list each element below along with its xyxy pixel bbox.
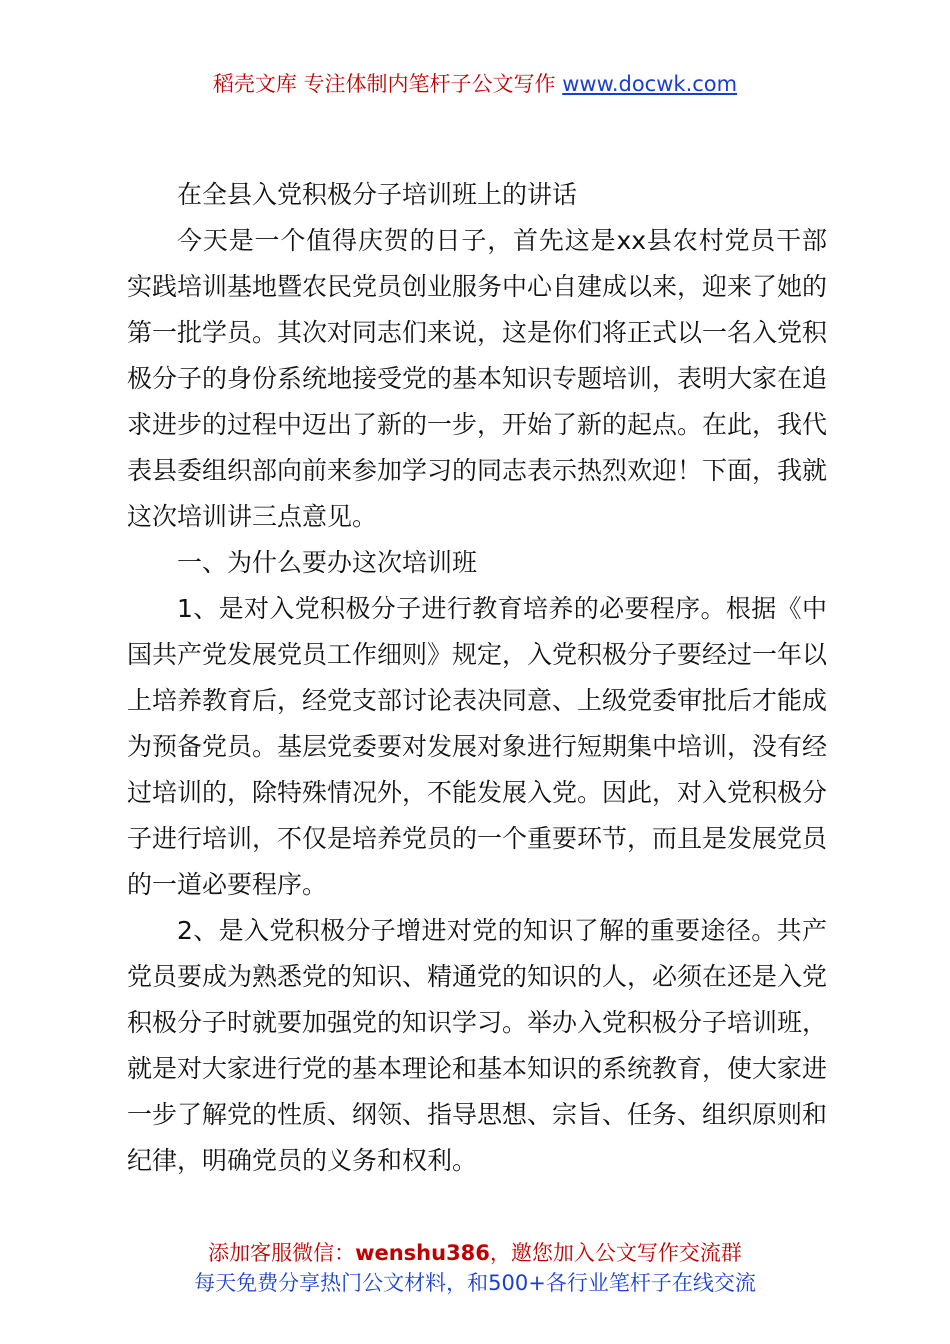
document-body xyxy=(127,172,827,1184)
footer-suffix: ，邀您加入公文写作交流群 xyxy=(489,1241,742,1265)
paragraph-point-2: 2、是入党积极分子增进对党的知识了解的重要途径。共产党员要成为熟悉党的知识、精通党的知识的人，必须在还是入党积极分子时就要加强党的知识学习。举办入党积极分子培训班，就是对大家进行党的基本理论和基本知识的系统教育，使大家进一步了解党的性质、纲领、指导思想、宗旨、任务、组织原则和纪律，明确党员的义务和权利。 xyxy=(127,916,828,1175)
section-heading-1: 一、为什么要办这次培训班 xyxy=(177,548,478,577)
footer-line-2: 每天免费分享热门公文材料，和500+各行业笔杆子在线交流 xyxy=(194,1271,756,1295)
document-title: 在全县入党积极分子培训班上的讲话 xyxy=(177,180,578,209)
brand-text: 稻壳文库 专注体制内笔杆子公文写作 xyxy=(212,72,563,96)
footer-line-1 xyxy=(0,1238,950,1268)
site-link[interactable]: www.docwk.com xyxy=(562,72,738,96)
wechat-id: wenshu386 xyxy=(355,1241,490,1265)
paragraph-point-1: 1、是对入党积极分子进行教育培养的必要程序。根据《中国共产党发展党员工作细则》规定，入党积极分子要经过一年以上培养教育后，经党支部讨论表决同意、上级党委审批后才能成为预备党员。基层党委要对发展对象进行短期集中培训，没有经过培训的，除特殊情况外，不能发展入党。因此，对入党积极分子进行培训，不仅是培养党员的一个重要环节，而且是发展党员的一道必要程序。 xyxy=(127,594,828,899)
page-header xyxy=(0,69,950,99)
paragraph-intro: 今天是一个值得庆贺的日子，首先这是xx县农村党员干部实践培训基地暨农民党员创业服务中心自建成以来，迎来了她的第一批学员。其次对同志们来说，这是你们将正式以一名入党积极分子的身份系统地接受党的基本知识专题培训，表明大家在追求进步的过程中迈出了新的一步，开始了新的起点。在此，我代表县委组织部向前来参加学习的同志表示热烈欢迎！下面，我就这次培训讲三点意见。 xyxy=(127,226,828,531)
page-footer xyxy=(0,1238,950,1298)
footer-prefix: 添加客服微信： xyxy=(208,1241,356,1265)
